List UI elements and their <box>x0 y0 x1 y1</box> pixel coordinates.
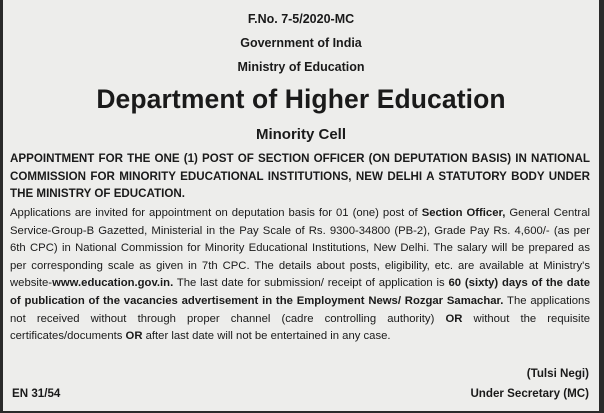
website-link: www.education.gov.in. <box>52 277 174 290</box>
reference-number: EN 31/54 <box>12 387 61 400</box>
government-line: Government of India <box>240 36 362 50</box>
deadline-text: 60 (sixty) days of the date of publication of the vacancies advertisement in the Employment News/ Rozgar Samachar. <box>10 277 591 307</box>
notice-body <box>10 205 590 346</box>
body-text-6: after last date will not be entertained in any case. <box>142 330 391 343</box>
body-text-1: Applications are invited for appointment on deputation basis for 01 (one) post of <box>10 207 422 219</box>
department-title: Department of Higher Education <box>96 84 506 114</box>
body-text-5: without the requisite certificates/documents <box>10 312 590 343</box>
or-keyword-1: OR <box>445 312 463 325</box>
post-name: Section Officer, <box>421 207 506 219</box>
file-number: F.No. 7-5/2020-MC <box>247 12 355 26</box>
signer-designation: Under Secretary (MC) <box>470 387 589 400</box>
cell-subtitle: Minority Cell <box>255 126 346 143</box>
notice-heading: APPOINTMENT FOR THE ONE (1) POST OF SECTION OFFICER (ON DEPUTATION BASIS) IN NATIONAL COMMISSION FOR MINORITY EDUCATIONAL INSTITUTIONS, NEW DELHI A STATUTORY BODY UNDER THE MINISTRY OF EDUCATION. <box>10 152 590 200</box>
or-keyword-2: OR <box>125 330 143 343</box>
signer-name: (Tulsi Negi) <box>526 367 589 380</box>
body-text-4: The applications not received without through proper channel (cadre controlling authority) <box>10 294 590 325</box>
notice-document <box>3 0 599 411</box>
body-text-3: The last date for submission/ receipt of application is <box>173 277 449 290</box>
ministry-line: Ministry of Education <box>237 60 365 74</box>
body-text-2: General Central Service-Group-B Gazetted, Ministerial in the Pay Scale of Rs. 9300-34800 (PB-2), Grade Pay Rs. 4,600/- (as per 6th CPC) in National Commission for Minority Educational Institutions, New Delhi. The salary will be prepared as per corresponding scale as given in 7th CPC. The details about posts, eligibility, etc. are available at Ministry's website- <box>10 207 590 290</box>
